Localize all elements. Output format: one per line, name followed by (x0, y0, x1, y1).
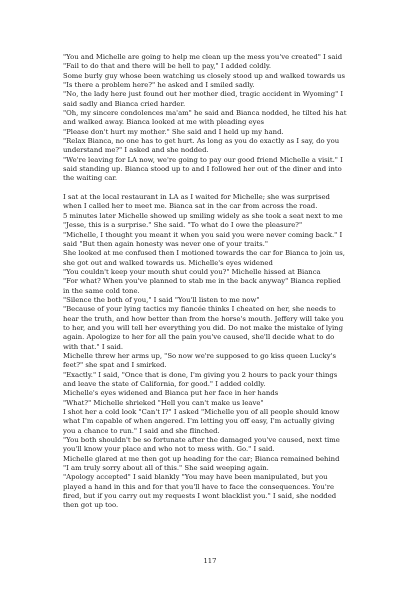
text-line: when I called her to meet me. Bianca sat in the car from across the road. (63, 202, 318, 211)
text-line: "What?" Michelle shrieked "Hell you can't make us leave" (63, 398, 264, 407)
text-line: hear the truth, and how better than from the horse's mouth. Jeffery will take you (63, 314, 344, 323)
text-line: "Exactly." I said, "Once that is done, I'm giving you 2 hours to pack your things (63, 370, 338, 379)
text-line: "Because of your lying tactics my fiancée thinks I cheated on her, she needs to (63, 305, 336, 314)
text-line: I sat at the local restaurant in LA as I waited for Michelle; she was surprised (63, 193, 330, 202)
text-line: in the same cold tone. (63, 286, 140, 295)
text-line: what I'm capable of when angered. I'm letting you off easy, I'm actually giving (63, 417, 335, 426)
text-line: and leave the state of California, for good." I added coldly. (63, 380, 266, 389)
text-line: "Silence the both of you," I said "You'll listen to me now" (63, 295, 260, 304)
text-line: She looked at me confused then I motioned towards the car for Bianca to join us, (63, 249, 345, 258)
text-line: Michelle's eyes widened and Bianca put her face in her hands (63, 389, 279, 398)
text-line: then got up too. (63, 501, 119, 510)
text-line: "You both shouldn't be so fortunate after the damaged you've caused, next time (63, 436, 340, 445)
body-text (63, 53, 361, 511)
paragraph-1 (63, 53, 361, 184)
text-line: "I am truly sorry about all of this." She said weeping again. (63, 464, 269, 473)
text-line: and walked away. Bianca looked at me with pleading eyes (63, 118, 265, 127)
text-line: said standing up. Bianca stood up to and I followed her out of the diner and into (63, 165, 342, 174)
text-line: Michelle glared at me then got up heading for the car; Bianca remained behind (63, 454, 340, 463)
text-line: understand me?" I asked and she nodded. (63, 146, 209, 155)
text-line: "Please don't hurt my mother." She said and I held up my hand. (63, 127, 284, 136)
text-line: with that." I said. (63, 342, 124, 351)
text-line: said sadly and Bianca cried harder. (63, 99, 186, 108)
text-line: said "But then again honesty was never one of your traits." (63, 239, 268, 248)
text-line: fired, but if you carry out my requests I wont blacklist you." I said, she nodded (63, 492, 337, 501)
text-line: "Is there a problem here?" he asked and I smiled sadly. (63, 81, 255, 90)
text-line: to her, and you will tell her everything you did. Do not make the mistake of lying (63, 323, 343, 332)
text-line: "You couldn't keep your mouth shut could you?" Michelle hissed at Bianca (63, 267, 321, 276)
text-line: I shot her a cold look "Can't I?" I asked "Michelle you of all people should know (63, 408, 340, 417)
text-line: "Apology accepted" I said blankly "You may have been manipulated, but you (63, 473, 328, 482)
paragraph-gap (63, 184, 361, 193)
text-line: "We're leaving for LA now, we're going to pay our good friend Michelle a visit." I (63, 155, 343, 164)
text-line: "Relax Bianca, no one has to get hurt. As long as you do exactly as I say, do you (63, 137, 340, 146)
text-line: 5 minutes later Michelle showed up smiling widely as she took a seat next to me (63, 211, 343, 220)
text-line: "Jesse, this is a surprise." She said. "To what do I owe the pleasure?" (63, 221, 303, 230)
text-line: you a chance to run." I said and she flinched. (63, 426, 220, 435)
text-line: "Fail to do that and there will be hell to pay," I added coldly. (63, 62, 272, 71)
text-line: Some burly guy whose been watching us closely stood up and walked towards us (63, 71, 345, 80)
text-line: feet?" she spat and I smirked. (63, 361, 167, 370)
text-line: "No, the lady here just found out her mother died, tragic accident in Wyoming" I (63, 90, 344, 99)
text-line: the waiting car. (63, 174, 118, 183)
text-line: again. Apologize to her for all the pain you've caused, she'll decide what to do (63, 333, 335, 342)
paragraph-2 (63, 193, 361, 511)
text-line: "For what? When you've planned to stab me in the back anyway" Bianca replied (63, 277, 341, 286)
text-line: "Oh, my sincere condolences ma'am" he said and Bianca nodded, he tilted his hat (63, 109, 347, 118)
text-line: "Michelle, I thought you meant it when you said you were never coming back." I (63, 230, 343, 239)
text-line: you'll know your place and who not to mess with. Go." I said. (63, 445, 275, 454)
text-line: "You and Michelle are going to help me clean up the mess you've created" I said (63, 53, 343, 61)
text-line: she got out and walked towards us. Michelle's eyes widened (63, 258, 273, 267)
text-line: played a hand in this and for that you'll have to face the consequences. You're (63, 482, 335, 491)
page-number: 117 (203, 557, 217, 565)
text-line: Michelle threw her arms up, "So now we're supposed to go kiss queen Lucky's (63, 351, 336, 360)
